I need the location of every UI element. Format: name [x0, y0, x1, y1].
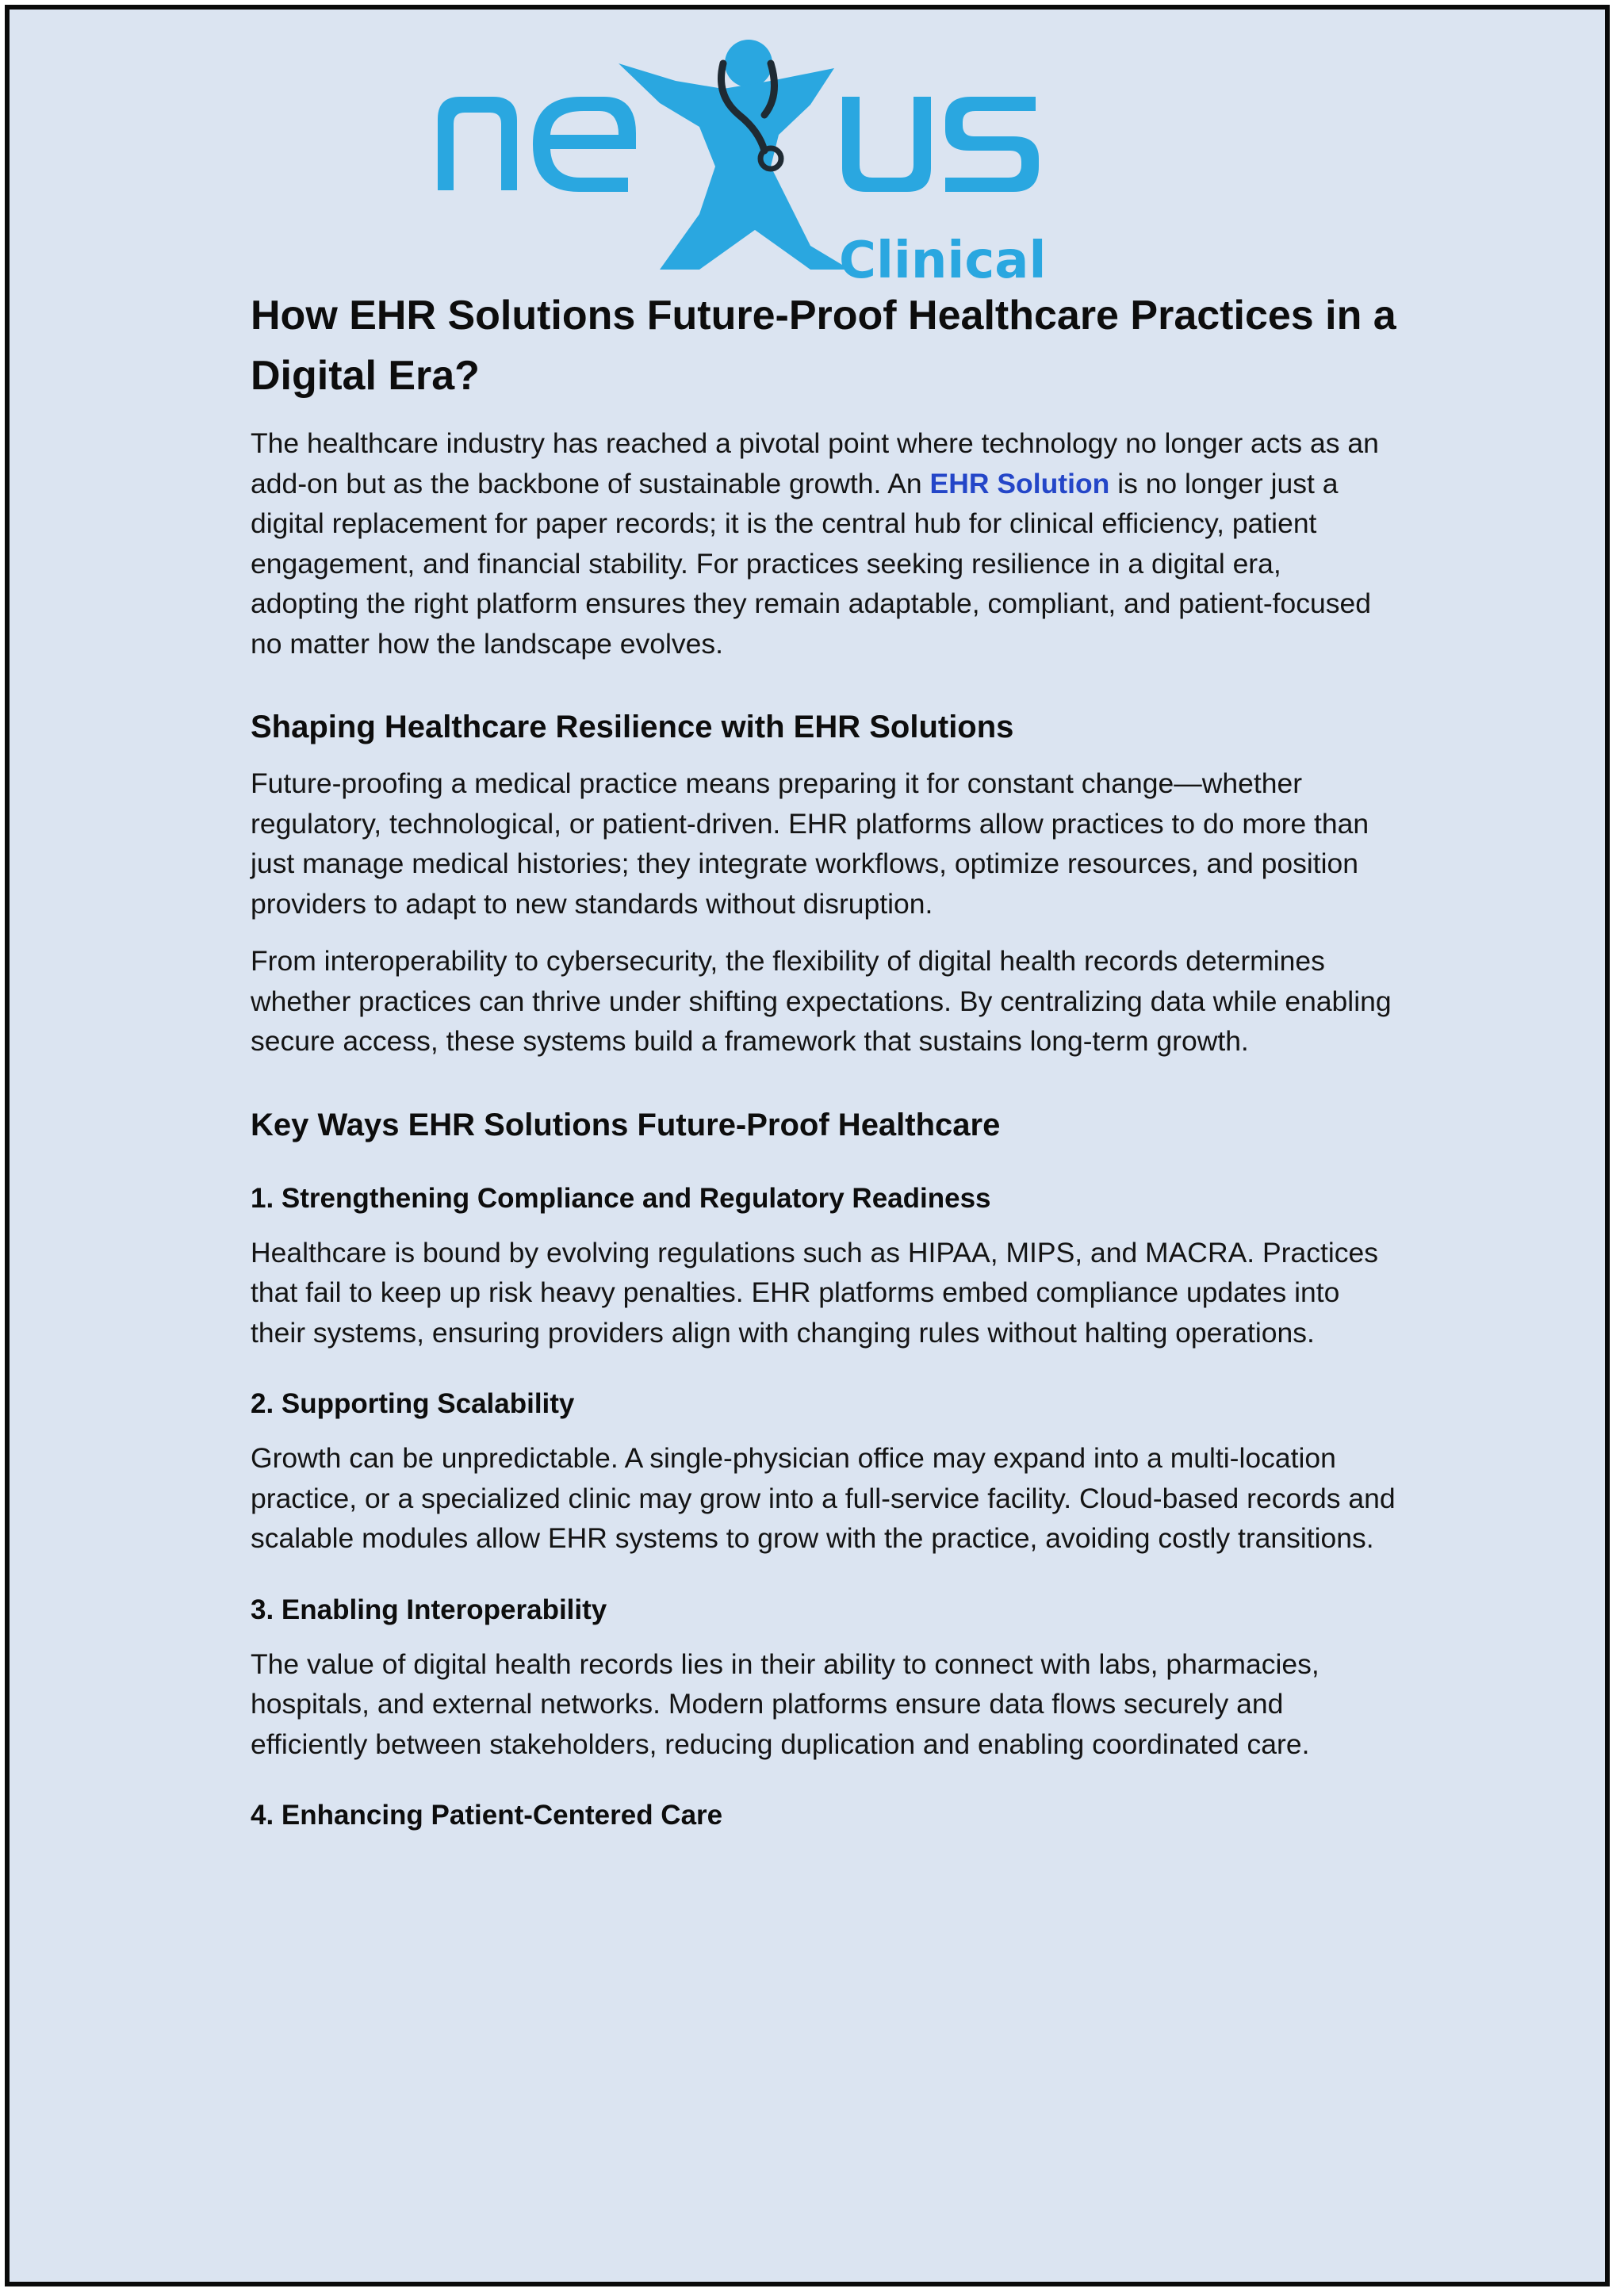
subheading-interoperability: 3. Enabling Interoperability: [251, 1594, 607, 1625]
resilience-paragraph-1: Future-proofing a medical practice means preparing it for constant change—whether regulatory, technological, or patient-driven. EHR platforms allow practices to do more than just manage medical histories; they integrate workflows, optimize resources, and position providers to adapt to new standards without disruption.: [251, 767, 1369, 920]
document-page: [5, 5, 1610, 2286]
article-title: How EHR Solutions Future-Proof Healthcare Practices in a Digital Era?: [251, 293, 1396, 399]
subheading-scalability: 2. Supporting Scalability: [251, 1388, 575, 1419]
intro-paragraph: [251, 423, 1396, 664]
article-body: [251, 279, 1396, 1850]
nexus-clinical-logo: [438, 32, 1120, 285]
ehr-solution-link[interactable]: EHR Solution: [929, 467, 1110, 499]
logo-clinical-text: Clinical: [839, 232, 1047, 285]
intro-text-before-link: The healthcare industry has reached a pivotal point where technology no longer acts as an add-on but as the backbone of sustainable growth. An: [251, 427, 1379, 499]
resilience-paragraph-2: From interoperability to cybersecurity, the flexibility of digital health records determines whether practices can thrive under shifting expectations. By centralizing data while enabling secure access, these systems build a framework that sustains long-term growth.: [251, 945, 1392, 1057]
logo-letters-us: [842, 97, 1039, 192]
subheading-compliance: 1. Strengthening Compliance and Regulatory Readiness: [251, 1182, 991, 1214]
subheading-patient-centered-care: 4. Enhancing Patient-Centered Care: [251, 1800, 723, 1831]
compliance-paragraph: Healthcare is bound by evolving regulations such as HIPAA, MIPS, and MACRA. Practices that fail to keep up risk heavy penalties. EHR platforms embed compliance updates into their systems, ensuring providers align with changing rules without halting operations.: [251, 1236, 1378, 1349]
section-heading-resilience: Shaping Healthcare Resilience with EHR Solutions: [251, 710, 1014, 744]
intro-text-after-link: is no longer just a digital replacement for paper records; it is the central hub for clinical efficiency, patient engagement, and financial stability. For practices seeking resilience in a digital era, adopting the right platform ensures they remain adaptable, compliant, and patient-focused no matter how the landscape evolves.: [251, 467, 1371, 660]
section-heading-key-ways: Key Ways EHR Solutions Future-Proof Healthcare: [251, 1107, 1001, 1142]
interoperability-paragraph: The value of digital health records lies in their ability to connect with labs, pharmacies, hospitals, and external networks. Modern platforms ensure data flows securely and efficiently between stakeholders, reducing duplication and enabling coordinated care.: [251, 1647, 1320, 1760]
logo-letters-ne: [438, 97, 636, 192]
scalability-paragraph: Growth can be unpredictable. A single-physician office may expand into a multi-location practice, or a specialized clinic may grow into a full-service facility. Cloud-based records and scalable modules allow EHR systems to grow with the practice, avoiding costly transitions.: [251, 1442, 1396, 1554]
logo-figure-x: [619, 40, 850, 270]
